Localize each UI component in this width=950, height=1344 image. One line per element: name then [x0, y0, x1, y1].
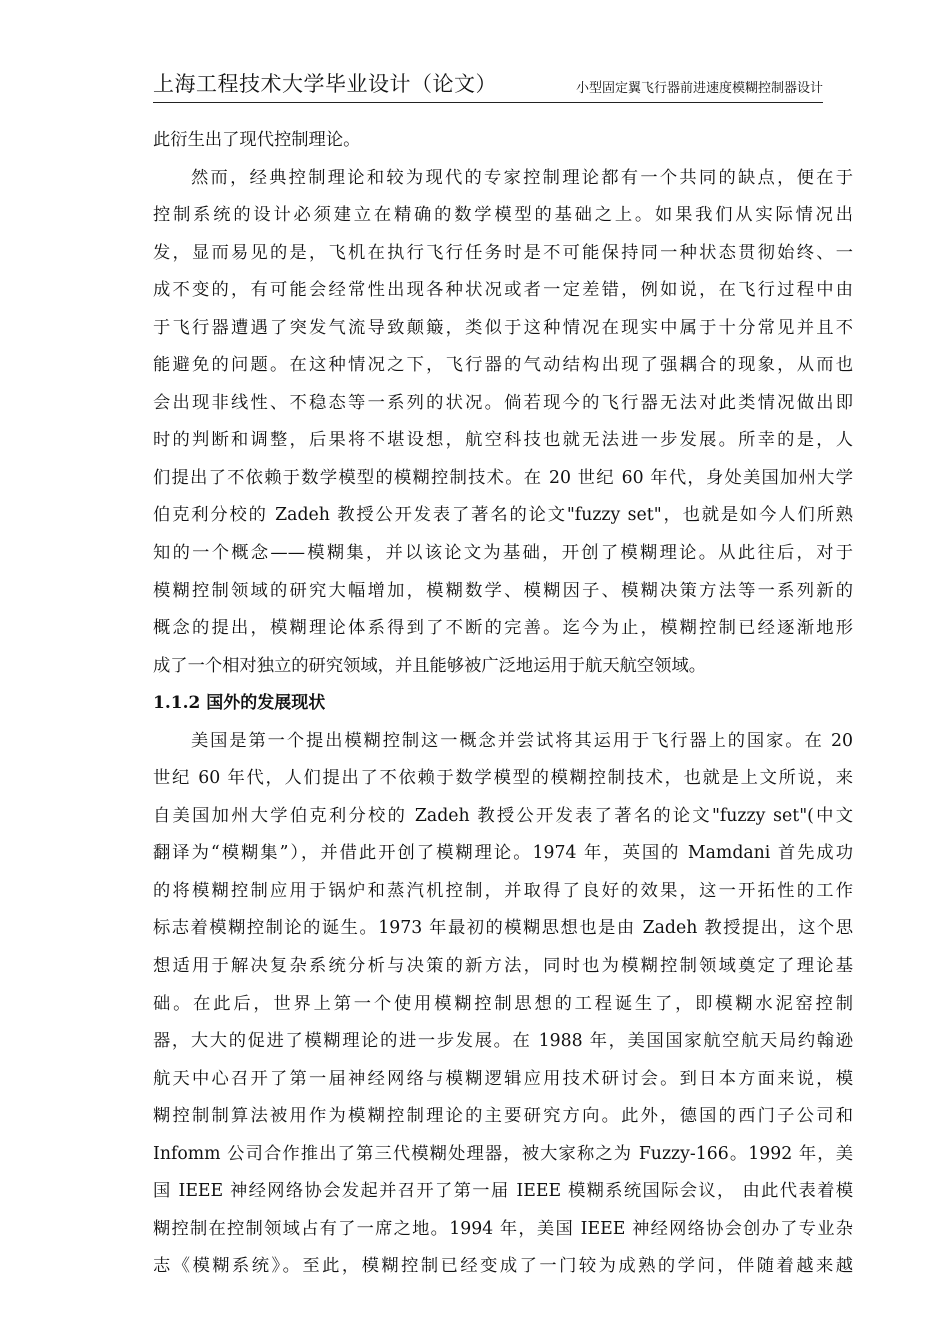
- section-heading: 1.1.2 国外的发展现状: [153, 693, 326, 714]
- text-line: 们提出了不依赖于数学模型的模糊控制技术。在 20 世纪 60 年代，身处美国加州大学: [153, 467, 853, 488]
- text-line: 概念的提出，模糊理论体系得到了不断的完善。迄今为止，模糊控制已经逐渐地形: [153, 618, 853, 639]
- text-line: 自美国加州大学伯克利分校的 Zadeh 教授公开发表了著名的论文"fuzzy set"(中文: [153, 805, 853, 826]
- header-title: 上海工程技术大学毕业设计（论文）: [153, 72, 497, 96]
- text-line: 航天中心召开了第一届神经网络与模糊逻辑应用技术研讨会。到日本方面来说，模: [153, 1068, 853, 1089]
- text-line: 础。在此后，世界上第一个使用模糊控制思想的工程诞生了，即模糊水泥窑控制: [153, 993, 853, 1014]
- text-line: 伯克利分校的 Zadeh 教授公开发表了著名的论文"fuzzy set"，也就是如今人们所熟: [153, 505, 853, 526]
- text-line: 知的一个概念——模糊集，并以该论文为基础，开创了模糊理论。从此往后，对于: [153, 543, 853, 564]
- page-header: [153, 68, 823, 103]
- text-line: 发，显而易见的是，飞机在执行飞行任务时是不可能保持同一种状态贯彻始终、一: [153, 242, 853, 263]
- header-subtitle: 小型固定翼飞行器前进速度模糊控制器设计: [575, 81, 823, 96]
- text-line: 想适用于解决复杂系统分析与决策的新方法，同时也为模糊控制领域奠定了理论基: [153, 956, 853, 977]
- text-line: 器，大大的促进了模糊理论的进一步发展。在 1988 年，美国国家航空航天局约翰逊: [153, 1031, 853, 1052]
- text-line: 会出现非线性、不稳态等一系列的状况。倘若现今的飞行器无法对此类情况做出即: [153, 392, 853, 413]
- text-line: Infomm 公司合作推出了第三代模糊处理器，被大家称之为 Fuzzy-166。1992 年，美: [153, 1143, 853, 1164]
- text-line: 糊控制在控制领域占有了一席之地。1994 年，美国 IEEE 神经网络协会创办了专业杂: [153, 1218, 853, 1239]
- text-line: 于飞行器遭遇了突发气流导致颠簸，类似于这种情况在现实中属于十分常见并且不: [153, 317, 853, 338]
- text-line: 美国是第一个提出模糊控制这一概念并尝试将其运用于飞行器上的国家。在 20: [191, 730, 853, 751]
- text-line: 志《模糊系统》。至此，模糊控制已经变成了一门较为成熟的学问，伴随着越来越: [153, 1256, 853, 1277]
- text-line: 然而，经典控制理论和较为现代的专家控制理论都有一个共同的缺点，便在于: [191, 167, 853, 188]
- text-line: 糊控制制算法被用作为模糊控制理论的主要研究方向。此外，德国的西门子公司和: [153, 1106, 853, 1127]
- text-line: 此衍生出了现代控制理论。: [153, 130, 361, 150]
- text-line: 成不变的，有可能会经常性出现各种状况或者一定差错，例如说，在飞行过程中由: [153, 280, 853, 301]
- text-line: 成了一个相对独立的研究领域，并且能够被广泛地运用于航天航空领域。: [153, 655, 707, 676]
- text-line: 世纪 60 年代，人们提出了不依赖于数学模型的模糊控制技术，也就是上文所说，来: [153, 768, 853, 789]
- text-line: 时的判断和调整，后果将不堪设想，航空科技也就无法进一步发展。所幸的是，人: [153, 430, 853, 451]
- body-text: [153, 122, 853, 1286]
- text-line: 模糊控制领域的研究大幅增加，模糊数学、模糊因子、模糊决策方法等一系列新的: [153, 580, 853, 601]
- text-line: 控制系统的设计必须建立在精确的数学模型的基础之上。如果我们从实际情况出: [153, 205, 853, 226]
- text-line: 翻译为“模糊集”），并借此开创了模糊理论。1974 年，英国的 Mamdani 首先成功: [153, 843, 853, 864]
- text-line: 能避免的问题。在这种情况之下，飞行器的气动结构出现了强耦合的现象，从而也: [153, 355, 853, 376]
- text-line: 标志着模糊控制论的诞生。1973 年最初的模糊思想也是由 Zadeh 教授提出，这个思: [153, 918, 853, 939]
- text-line: 的将模糊控制应用于锅炉和蒸汽机控制，并取得了良好的效果，这一开拓性的工作: [153, 880, 853, 901]
- text-line: 国 IEEE 神经网络协会发起并召开了第一届 IEEE 模糊系统国际会议， 由此代表着模: [153, 1181, 853, 1202]
